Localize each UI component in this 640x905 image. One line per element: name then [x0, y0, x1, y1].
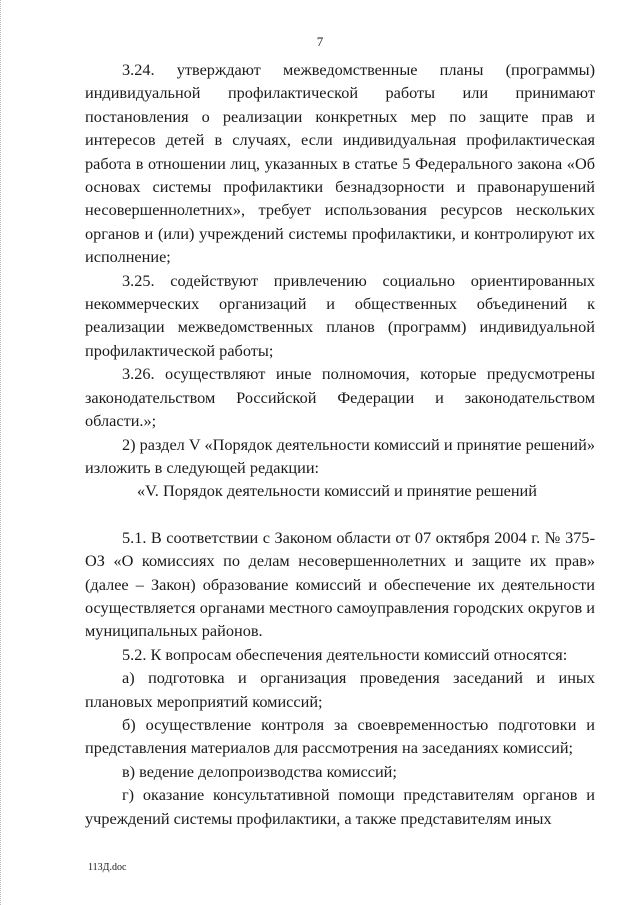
paragraph-5-2-v: в) ведение делопроизводства комиссий; [122, 761, 397, 781]
paragraph-5-1: 5.1. В соответствии с Законом области от 07 октября 2004 г. № 375-ОЗ «О комиссиях по делам несовершеннолетних и защите их прав» (далее – Закон) образование комиссий и обеспечение их деятельности осуществляется органами местного самоуправления городских округов и муниципальных районов. [85, 527, 595, 641]
paragraph-5-2-b: б) осуществление контроля за своевременностью подготовки и представления материалов для рассмотрения на заседаниях комиссий; [85, 714, 595, 758]
paragraph-3-26: 3.26. осуществляют иные полномочия, которые предусмотрены законодательством Российской Федерации и законодательством области.»; [85, 364, 595, 431]
document-body [85, 58, 595, 830]
footer-filename: 113Д.doc [88, 862, 127, 873]
page-number: 7 [316, 34, 324, 49]
paragraph-amendment-2: 2) раздел V «Порядок деятельности комиссий и принятие решений» изложить в следующей редакции: [85, 434, 595, 477]
paragraph-5-2-a: а) подготовка и организация проведения заседаний и иных плановых мероприятий комиссий; [85, 668, 595, 711]
paragraph-5-2-g: г) оказание консультативной помощи представителям органов и учреждений системы профилактики, а также представителям иных [85, 785, 595, 828]
page-edge-line [0, 0, 2, 905]
paragraph-5-2: 5.2. К вопросам обеспечения деятельности комиссий относятся: [122, 644, 568, 664]
paragraph-3-24: 3.24. утверждают межведомственные планы (программы) индивидуальной профилактической работы или принимают постановления о реализации конкретных мер по защите прав и интересов детей в случаях, если индивидуальная профилактическая работа в отношении лиц, указанных в статье 5 Федерального закона «Об основах системы профилактики безнадзорности и правонарушений несовершеннолетних», требует использования ресурсов нескольких органов и (или) учреждений системы профилактики, и контролируют их исполнение; [85, 60, 595, 267]
paragraph-3-25: 3.25. содействуют привлечению социально ориентированных некоммерческих организаций и общественных объединений к реализации межведомственных планов (программ) индивидуальной профилактической работы; [85, 270, 595, 360]
section-v-heading: «V. Порядок деятельности комиссий и принятие решений [137, 481, 537, 501]
